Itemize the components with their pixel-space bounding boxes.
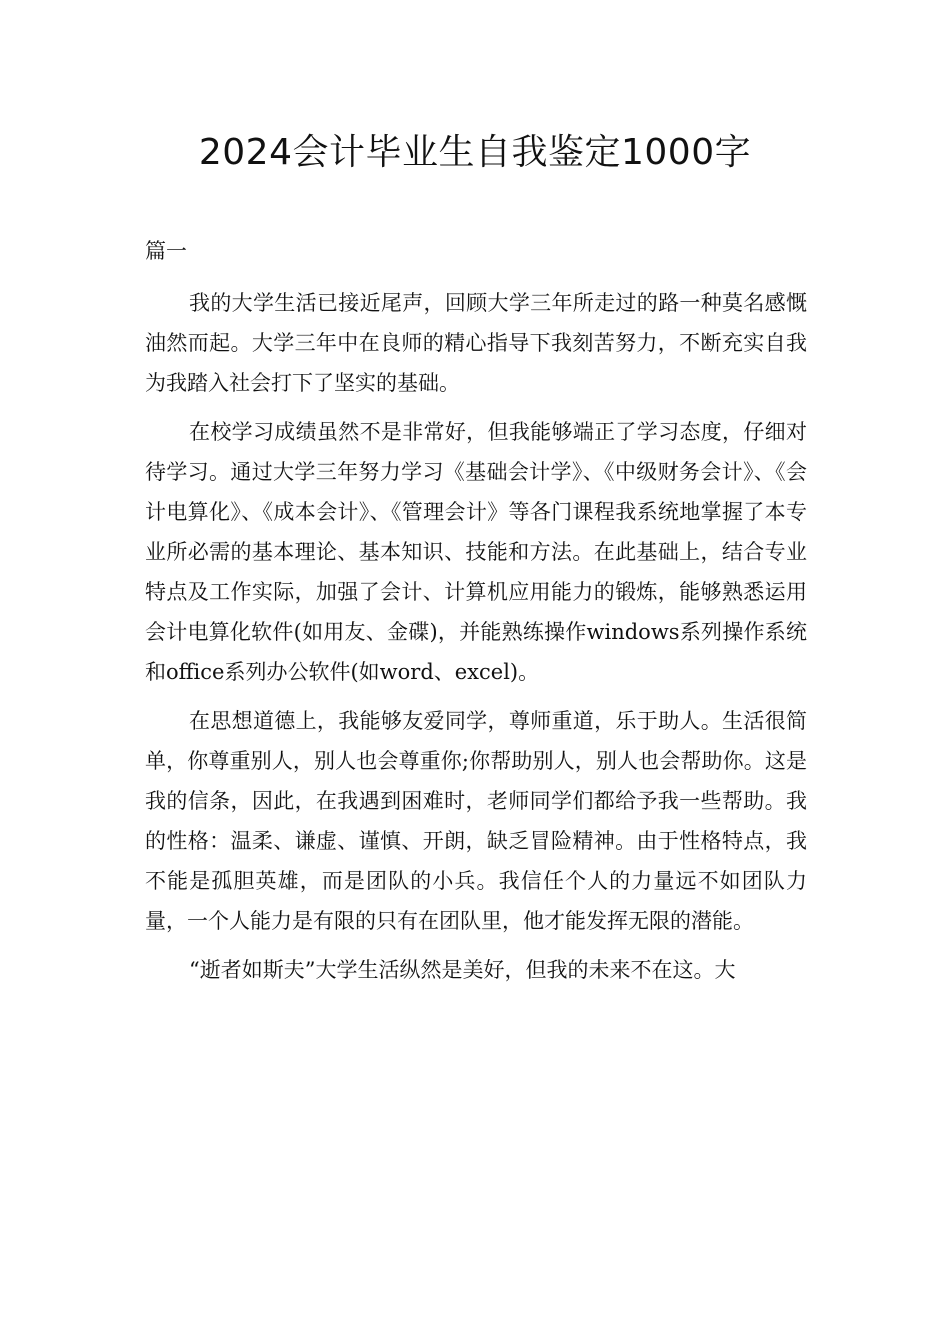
document-title: 2024会计毕业生自我鉴定1000字 [198,132,752,173]
paragraph-2: 在校学习成绩虽然不是非常好，但我能够端正了学习态度，仔细对待学习。通过大学三年努力学习《基础会计学》、《中级财务会计》、《会计电算化》、《成本会计》、《管理会计》等各门课程我系统地掌握了本专业所必需的基本理论、基本知识、技能和方法。在此基础上，结合专业特点及工作实际，加强了会计、计算机应用能力的锻炼，能够熟悉运用会计电算化软件(如用友、金碟)，并能熟练操作windows系列操作系统和office系列办公软件(如word、excel)。 [145,420,807,684]
document-body [145,283,807,990]
paragraph-3: 在思想道德上，我能够友爱同学，尊师重道，乐于助人。生活很简单，你尊重别人，别人也会尊重你;你帮助别人，别人也会帮助你。这是我的信条，因此，在我遇到困难时，老师同学们都给予我一些帮助。我的性格：温柔、谦虚、谨慎、开朗，缺乏冒险精神。由于性格特点，我不能是孤胆英雄，而是团队的小兵。我信任个人的力量远不如团队力量，一个人能力是有限的只有在团队里，他才能发挥无限的潜能。 [145,709,807,933]
paragraph-1: 我的大学生活已接近尾声，回顾大学三年所走过的路一种莫名感慨油然而起。大学三年中在良师的精心指导下我刻苦努力，不断充实自我为我踏入社会打下了坚实的基础。 [145,291,807,395]
section-label: 篇一 [145,239,187,263]
paragraph-4: “逝者如斯夫”大学生活纵然是美好，但我的未来不在这。大 [189,958,736,982]
